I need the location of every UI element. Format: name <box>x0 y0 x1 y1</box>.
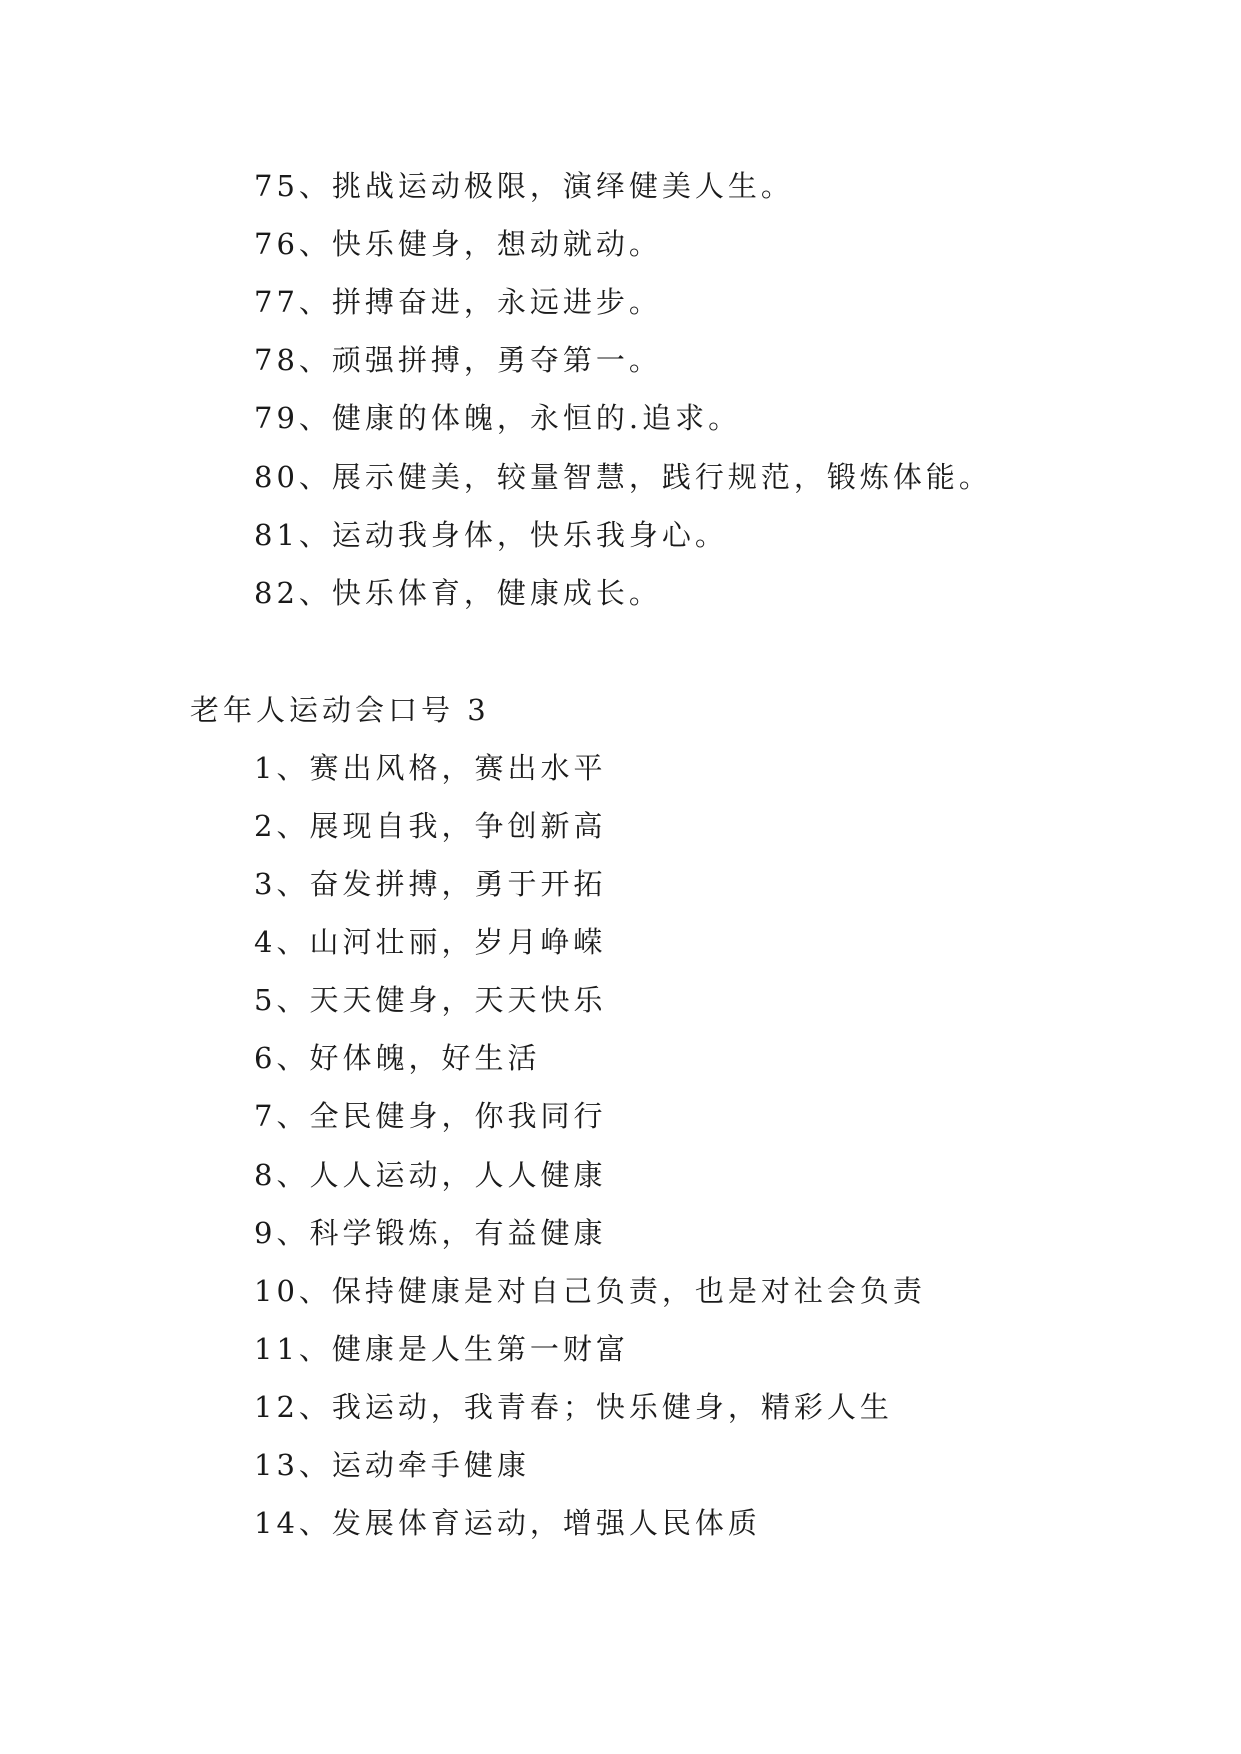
slogan-14: 14、发展体育运动，增强人民体质 <box>254 1506 761 1540</box>
slogan-2: 2、展现自我，争创新高 <box>254 809 607 843</box>
slogan-4: 4、山河壮丽，岁月峥嵘 <box>254 925 607 959</box>
slogan-12: 12、我运动，我青春；快乐健身，精彩人生 <box>254 1390 893 1424</box>
slogan-79: 79、健康的体魄，永恒的.追求。 <box>254 401 742 435</box>
slogan-10: 10、保持健康是对自己负责，也是对社会负责 <box>254 1274 926 1308</box>
slogan-78: 78、顽强拼搏，勇夺第一。 <box>254 343 662 377</box>
slogan-5: 5、天天健身，天天快乐 <box>254 983 607 1017</box>
slogan-75: 75、挑战运动极限，演绎健美人生。 <box>254 169 794 203</box>
slogan-13: 13、运动牵手健康 <box>254 1448 530 1482</box>
slogan-80: 80、展示健美，较量智慧，践行规范，锻炼体能。 <box>254 460 992 494</box>
slogan-6: 6、好体魄，好生活 <box>254 1041 541 1075</box>
slogan-9: 9、科学锻炼，有益健康 <box>254 1216 607 1250</box>
slogan-77: 77、拼搏奋进，永远进步。 <box>254 285 662 319</box>
slogan-11: 11、健康是人生第一财富 <box>254 1332 629 1366</box>
section-heading: 老年人运动会口号 3 <box>190 693 490 727</box>
slogan-81: 81、运动我身体，快乐我身心。 <box>254 518 728 552</box>
slogan-8: 8、人人运动，人人健康 <box>254 1158 607 1192</box>
slogan-3: 3、奋发拼搏，勇于开拓 <box>254 867 607 901</box>
slogan-76: 76、快乐健身，想动就动。 <box>254 227 662 261</box>
slogan-82: 82、快乐体育，健康成长。 <box>254 576 662 610</box>
slogan-7: 7、全民健身，你我同行 <box>254 1099 607 1133</box>
slogan-1: 1、赛出风格，赛出水平 <box>254 751 607 785</box>
